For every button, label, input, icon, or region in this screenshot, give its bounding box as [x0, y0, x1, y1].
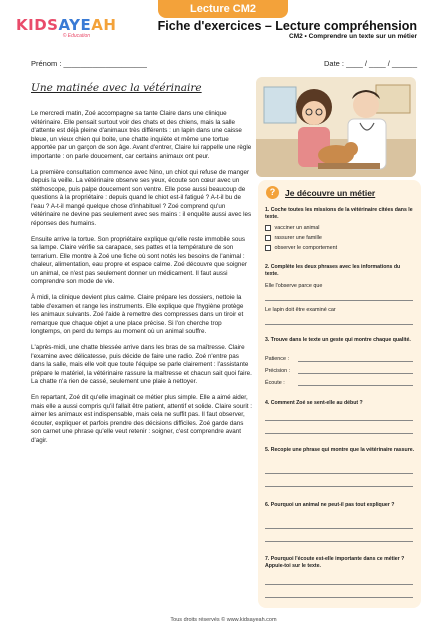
answer-line[interactable] [298, 361, 413, 362]
question-2: 2. Complète les deux phrases avec les informations du texte. [265, 264, 401, 277]
exercise-panel [258, 180, 421, 608]
vet-illustration [256, 77, 416, 177]
answer-line[interactable] [265, 433, 413, 434]
answer-line[interactable] [298, 373, 413, 374]
question-5: 5. Recopie une phrase qui montre que la vétérinaire rassure. [265, 447, 415, 453]
checkbox[interactable] [265, 245, 271, 251]
question-6: 6. Pourquoi un animal ne peut-il pas tout expliquer ? [265, 502, 395, 508]
question-1: 1. Coche toutes les missions de la vétérinaire citées dans le texte. [265, 207, 413, 220]
story-paragraph: La première consultation commence avec Nino, un chiot qui refuse de manger depuis la veille. La vétérinaire observe ses yeux, écoute son cœur avec un stéthoscope, puis palpe doucement son ventre. Elle pose aussi beaucoup de questions à la propriétaire : depuis quand le chiot est-il fatigué ? A-t-il bu de l'eau ? A-t-il mangé quelque chose d'inhabituel ? Zoé comprend qu'un vétérinaire ne devine pas seulement avec ses mains : il enquête aussi avec les réponses des humains. [31, 168, 252, 227]
checkbox[interactable] [265, 225, 271, 231]
answer-line[interactable] [265, 420, 413, 421]
story-paragraph: À midi, la clinique devient plus calme. Claire prépare les dossiers, nettoie la table d'examen et range les instruments. Elle explique que l'hygiène protège les animaux suivants. Zoé l'aide à remettre des compresses dans un tiroir et remarque que chaque objet a une place précise. Si l'on cherche trop longtemps, on perd du temps au moment où un animal souffre. [31, 294, 244, 335]
quality-label: Écoute : [265, 380, 285, 386]
story-paragraph: En repartant, Zoé dit qu'elle imaginait ce métier plus simple. Elle a aimé aider, mais elle a aussi compris qu'il fallait être patient, attentif et solide. Claire sourit : aimer les animaux est indispensable, mais cela ne suffit pas. Il faut observer, écouter, expliquer et parfois prendre des décisions difficiles. Zoé garde dans son carnet une phrase qu'elle veut retenir : soigner, c'est comprendre avant d'agir. [31, 394, 252, 444]
answer-line[interactable] [265, 541, 413, 542]
sentence-prompt: Le lapin doit être examiné car [265, 307, 336, 313]
story-paragraph: Le mercredi matin, Zoé accompagne sa tante Claire dans une clinique vétérinaire. Elle pensait surtout voir des chats et des chiens, mais la salle d'attente est déjà pleine d'animaux très différents : un lapin dans une caisse bleue, un vieux chien qui boite, une chatte inquiète et même une tortue apportée par un garçon de son âge. Avant d'entrer, Claire lui rappelle une règle importante : on parle doucement, car certains animaux ont peur. [31, 110, 252, 160]
question-4: 4. Comment Zoé se sent-elle au début ? [265, 400, 363, 406]
question-icon: ? [266, 186, 279, 199]
answer-line[interactable] [265, 584, 413, 585]
question-3: 3. Trouve dans le texte un geste qui montre chaque qualité. [265, 337, 411, 343]
sentence-prompt: Elle l'observe parce que [265, 283, 323, 289]
panel-header [266, 186, 375, 199]
quality-label: Précision : [265, 368, 291, 374]
brand-logo [16, 16, 116, 39]
checkbox[interactable] [265, 235, 271, 241]
name-field[interactable]: Prénom : ____________________ [31, 59, 147, 68]
answer-line[interactable] [265, 528, 413, 529]
checkbox-option[interactable]: vacciner un animal [265, 225, 319, 231]
story-text [31, 110, 253, 453]
answer-line[interactable] [265, 597, 413, 598]
story-title: Une matinée avec la vétérinaire [31, 82, 202, 94]
story-paragraph: Ensuite arrive la tortue. Son propriétaire explique qu'elle reste immobile sous sa lampe. Claire vérifie sa carapace, ses pattes et la température de son terrarium. Elle montre à Zoé une fiche où sont notés les besoins de l'animal : chaleur, alimentation, eau propre et espace calme. Zoé découvre que soigner un animal, ce n'est pas seulement donner un médicament. Il faut aussi comprendre son mode de vie. [31, 235, 247, 285]
logo-tagline: © Education [62, 33, 90, 39]
answer-line[interactable] [265, 473, 413, 474]
level-tab: Lecture CM2 [158, 0, 288, 18]
answer-line[interactable] [265, 486, 413, 487]
question-7: 7. Pourquoi l'écoute est-elle importante dans ce métier ? Appuie-toi sur le texte. [265, 556, 405, 569]
checkbox-option[interactable]: rassurer une famille [265, 235, 322, 241]
worksheet-subtitle: CM2 • Comprendre un texte sur un métier [289, 33, 417, 40]
copyright-footer: Tous droits réservés © www.kidsayeah.com [170, 617, 277, 623]
date-field[interactable]: Date : ____ / ____ / ______ [324, 59, 417, 68]
worksheet-title: Fiche d'exercices – Lecture compréhension [157, 19, 417, 33]
answer-line[interactable] [265, 324, 413, 325]
answer-line[interactable] [298, 385, 413, 386]
story-paragraph: L'après-midi, une chatte blessée arrive dans les bras de sa maîtresse. Claire l'examine avec délicatesse, puis décide de faire une radio. Zoé n'entre pas dans la salle, mais elle voit que toute l'équipe se parle clairement : l'assistante prépare le matériel, la vétérinaire rassure la maîtresse et chacun sait quoi faire. La chatte n'a rien de cassé, seulement une plaie à nettoyer. [31, 344, 252, 385]
panel-title: Je découvre un métier [285, 187, 376, 198]
logo-wordmark: KIDSAYEAH [16, 16, 117, 34]
checkbox-option[interactable]: observer le comportement [265, 245, 337, 251]
answer-line[interactable] [265, 300, 413, 301]
quality-label: Patience : [265, 356, 289, 362]
